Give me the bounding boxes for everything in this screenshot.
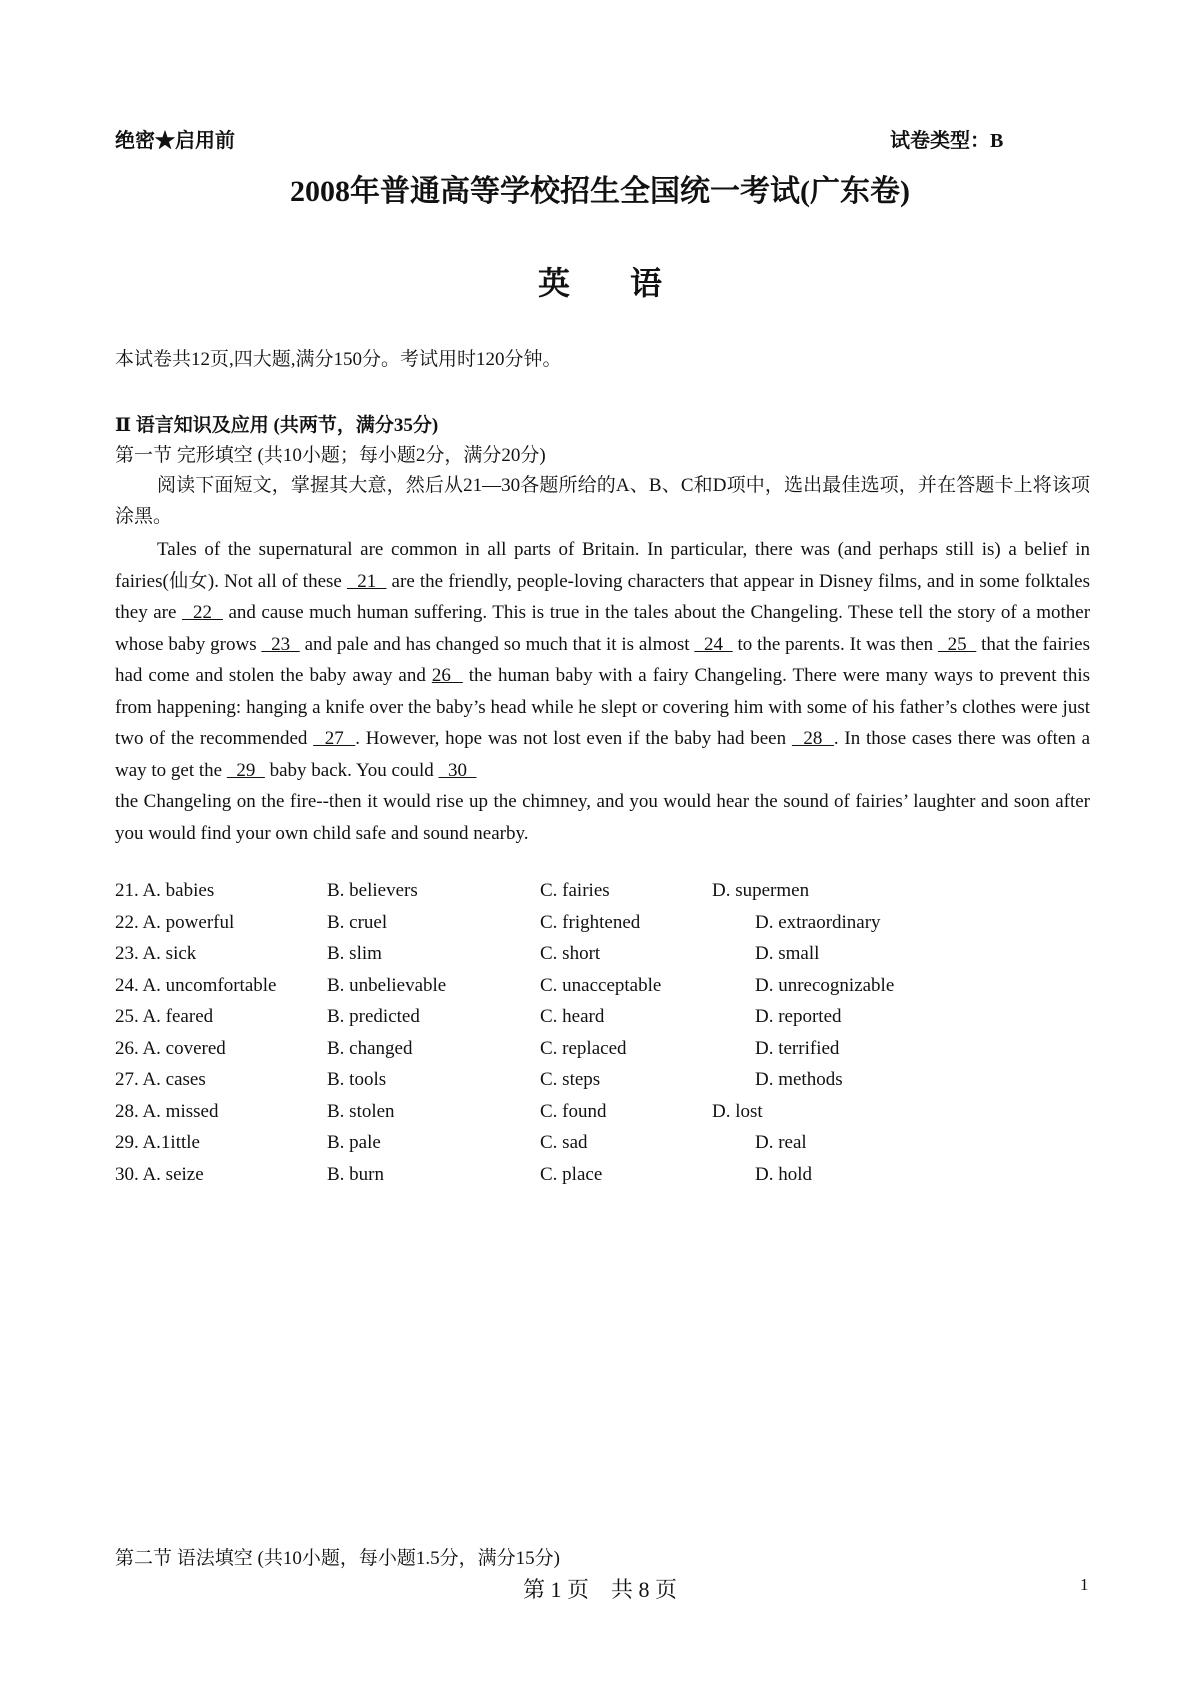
option-c: C. short bbox=[540, 943, 601, 964]
option-c: C. fairies bbox=[540, 880, 610, 901]
option-b: B. cruel bbox=[327, 911, 388, 933]
option-a: 29. A.1ittle bbox=[115, 1132, 200, 1153]
passage-text: to the parents. It was then bbox=[732, 633, 938, 655]
option-d: D. real bbox=[755, 1132, 807, 1153]
subject-char-1: 英 bbox=[537, 265, 570, 301]
blank-27: 27 bbox=[313, 728, 356, 749]
blank-24: 24 bbox=[694, 633, 733, 655]
option-d: D. supermen bbox=[712, 880, 810, 901]
option-d: D. small bbox=[755, 943, 820, 964]
exam-title: 2008年普通高等学校招生全国统一考试(广东卷) bbox=[290, 175, 910, 208]
part1-title: 第一节 完形填空 (共10小题；每小题2分，满分20分) bbox=[115, 445, 546, 466]
passage-text: and pale and has changed so much that it is almost bbox=[299, 633, 695, 655]
part2-title: 第二节 语法填空 (共10小题，每小题1.5分，满分15分) bbox=[115, 1548, 560, 1569]
option-b: B. changed bbox=[327, 1037, 413, 1059]
passage-text: the human baby with a fairy Changeling. There were many ways to prevent this from happening: hanging a knife over the baby’s head while he slept or covering him with some of his father’s clothes were just two of the recommended bbox=[115, 665, 1091, 749]
option-row-25 bbox=[115, 1006, 1095, 1038]
option-c: C. found bbox=[540, 1100, 607, 1122]
passage-text: the Changeling on the fire--then it would rise up the chimney, and you would hear the sound of fairies’ laughter and soon after you would find your own child safe and sound nearby. bbox=[115, 791, 1090, 844]
passage-text: Tales of the supernatural are common in all parts of Britain. In particular, there was (and perhaps still is) a belief in fairies(仙女). Not all of these bbox=[115, 539, 1090, 592]
blank-26: 26 bbox=[431, 665, 463, 686]
exam-note: 本试卷共12页,四大题,满分150分。考试用时120分钟。 bbox=[115, 349, 562, 370]
paper-type-label: 试卷类型：B bbox=[890, 130, 1004, 152]
option-row-23 bbox=[115, 943, 1095, 975]
confidential-label: 绝密★启用前 bbox=[115, 130, 235, 152]
subject-title bbox=[0, 258, 1200, 304]
blank-29: 29 bbox=[226, 759, 265, 781]
option-b: B. believers bbox=[327, 880, 418, 901]
cloze-passage bbox=[115, 534, 1090, 849]
option-c: C. replaced bbox=[540, 1037, 627, 1059]
option-b: B. slim bbox=[327, 943, 382, 964]
option-a: 28. A. missed bbox=[115, 1100, 219, 1122]
option-a: 30. A. seize bbox=[115, 1163, 204, 1185]
passage-text: that the fairies had come and stolen the baby away and bbox=[115, 633, 1090, 686]
option-c: C. frightened bbox=[540, 911, 641, 933]
option-c: C. unacceptable bbox=[540, 974, 662, 996]
blank-21: 21 bbox=[346, 570, 387, 592]
option-b: B. predicted bbox=[327, 1006, 420, 1027]
option-d: D. terrified bbox=[755, 1037, 840, 1059]
option-row-22 bbox=[115, 912, 1095, 944]
option-a: 22. A. powerful bbox=[115, 911, 235, 933]
passage-text: baby back. You could bbox=[264, 759, 439, 781]
option-row-26 bbox=[115, 1038, 1095, 1070]
options-list bbox=[115, 880, 1095, 1195]
passage-text: . However, hope was not lost even if the baby had been bbox=[355, 728, 792, 749]
instruction-text: 阅读下面短文，掌握其大意，然后从21—30各题所给的A、B、C和D项中，选出最佳选项，并在答题卡上将该项涂黑。 bbox=[115, 475, 1090, 527]
option-a: 25. A. feared bbox=[115, 1006, 214, 1027]
option-a: 26. A. covered bbox=[115, 1037, 226, 1059]
option-row-24 bbox=[115, 975, 1095, 1007]
blank-23: 23 bbox=[261, 633, 300, 655]
option-b: B. pale bbox=[327, 1132, 381, 1153]
page-footer: 第 1 页 共 8 页 bbox=[522, 1577, 677, 1602]
option-d: D. hold bbox=[755, 1163, 812, 1185]
page-number: 1 bbox=[1080, 1575, 1089, 1594]
option-c: C. heard bbox=[540, 1006, 605, 1027]
option-d: D. extraordinary bbox=[755, 911, 881, 933]
passage-text: are the friendly, people-loving characters that appear in Disney films, and in some folktales they are bbox=[115, 570, 1090, 623]
passage-text: and cause much human suffering. This is true in the tales about the Changeling. These tell the story of a mother whose baby grows bbox=[115, 602, 1091, 655]
option-d: D. unrecognizable bbox=[755, 974, 895, 996]
option-b: B. burn bbox=[327, 1163, 384, 1185]
option-b: B. stolen bbox=[327, 1100, 395, 1122]
blank-22: 22 bbox=[181, 602, 223, 623]
option-b: B. unbelievable bbox=[327, 974, 447, 996]
option-c: C. steps bbox=[540, 1069, 601, 1090]
option-a: 23. A. sick bbox=[115, 943, 197, 964]
option-a: 21. A. babies bbox=[115, 880, 215, 901]
option-a: 24. A. uncomfortable bbox=[115, 974, 277, 996]
blank-25: 25 bbox=[937, 633, 977, 655]
passage-text: . In those cases there was often a way to get the bbox=[115, 728, 1091, 781]
blank-28: 28 bbox=[791, 728, 834, 749]
option-b: B. tools bbox=[327, 1069, 387, 1090]
option-c: C. sad bbox=[540, 1132, 588, 1153]
option-row-28 bbox=[115, 1101, 1095, 1133]
blank-30: 30 bbox=[438, 759, 477, 781]
option-d: D. methods bbox=[755, 1069, 843, 1090]
subject-char-2: 语 bbox=[630, 265, 663, 301]
option-a: 27. A. cases bbox=[115, 1069, 206, 1090]
option-row-29 bbox=[115, 1132, 1095, 1164]
option-row-30 bbox=[115, 1164, 1095, 1196]
option-d: D. lost bbox=[712, 1100, 763, 1122]
option-row-27 bbox=[115, 1069, 1095, 1101]
option-c: C. place bbox=[540, 1163, 603, 1185]
option-row-21 bbox=[115, 880, 1095, 912]
section-heading: Ⅱ 语言知识及应用 (共两节，满分35分) bbox=[115, 415, 439, 436]
option-d: D. reported bbox=[755, 1006, 842, 1027]
